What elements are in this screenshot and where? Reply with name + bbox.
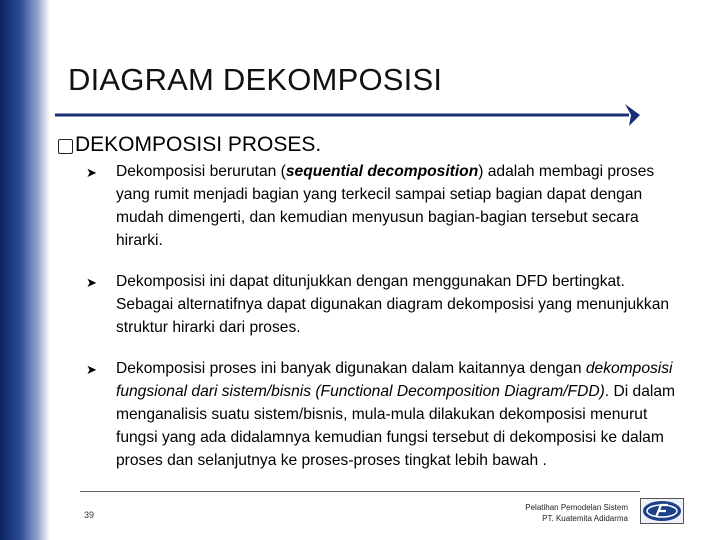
list-item (86, 270, 686, 339)
footer-credit (525, 502, 628, 524)
bullet-text (116, 357, 686, 472)
footer-line-2: PT. Kuatemita Adidarma (542, 514, 628, 523)
list-item (86, 357, 686, 472)
bullet-text-run: dekomposisi fungsional dari sistem/bisnis (Functional Decomposition Diagram/FDD) (116, 360, 673, 400)
footer-divider (80, 491, 640, 492)
bullet-list (86, 160, 686, 472)
section-heading-text: DEKOMPOSISI PROSES. (75, 133, 322, 156)
bullet-text-run: Dekomposisi proses ini banyak digunakan dalam kaitannya dengan (116, 360, 586, 377)
footer-line-1: Pelatihan Pemodelan Sistem (525, 503, 628, 512)
left-gradient-band (0, 0, 50, 540)
bullet-text-run: sequential decomposition (285, 163, 479, 180)
bullet-text (116, 160, 686, 252)
checkbox-q-icon (58, 139, 73, 154)
bullet-text-run: . Di dalam menganalisis suatu sistem/bisnis, mula-mula dilakukan dekomposisi menurut fungsi yang ada didalamnya kemudian fungsi tersebut di dekomposisi ke dalam proses dan selanjutnya ke proses-proses tingkat lebih bawah . (116, 383, 675, 469)
bullet-text-run: ) adalah membagi proses yang rumit menjadi bagian yang terkecil sampai setiap bagian dapat dengan mudah dimengerti, dan kemudian menyusun bagian-bagian tersebut secara hirarki. (116, 163, 655, 249)
list-item (86, 160, 686, 252)
section-heading (58, 133, 321, 157)
arrow-right-icon: ➤ (86, 362, 97, 377)
bullet-text-run: Dekomposisi berurutan ( (116, 163, 286, 180)
arrow-right-icon: ➤ (86, 275, 97, 290)
page-number: 39 (84, 510, 95, 520)
bullet-text-run: Dekomposisi ini dapat ditunjukkan dengan menggunakan DFD bertingkat. Sebagai alternatifnya dapat digunakan diagram dekomposisi yang menunjukkan struktur hirarki dari proses. (116, 273, 670, 336)
slide-title: DIAGRAM DEKOMPOSISI (68, 62, 443, 97)
title-underline (55, 104, 640, 126)
company-logo (640, 498, 684, 524)
arrow-right-icon: ➤ (86, 165, 97, 180)
bullet-text (116, 270, 686, 339)
